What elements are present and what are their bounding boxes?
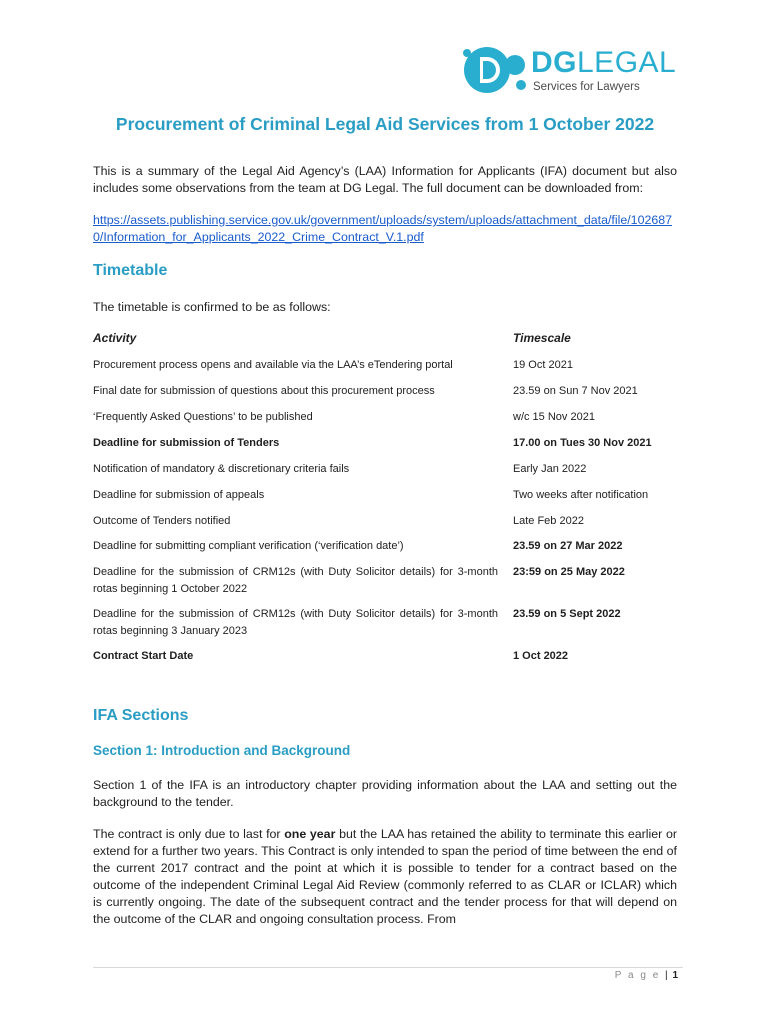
- ifa-sections-heading: IFA Sections: [93, 707, 189, 724]
- activity-cell: Deadline for submission of Tenders: [93, 437, 280, 449]
- timescale-cell: 19 Oct 2021: [513, 359, 573, 371]
- timescale-cell: 1 Oct 2022: [513, 650, 569, 662]
- timescale-cell: 23.59 on 5 Sept 2022: [513, 608, 621, 620]
- activity-cell: Deadline for submission of appeals: [93, 489, 265, 501]
- timescale-cell: 23.59 on 27 Mar 2022: [513, 540, 623, 552]
- timescale-cell: 17.00 on Tues 30 Nov 2021: [513, 437, 652, 449]
- timescale-cell: 23:59 on 25 May 2022: [513, 566, 625, 578]
- activity-cell: Outcome of Tenders notified: [93, 515, 231, 527]
- activity-cell: Deadline for the submission of CRM12s (with Duty Solicitor details) for 3-month rotas beginning 3 January 2023: [93, 608, 498, 637]
- dg-logo-mark-icon: [463, 43, 527, 98]
- column-header-activity: Activity: [93, 331, 137, 345]
- page-separator: |: [665, 970, 668, 981]
- ifa-download-link[interactable]: https://assets.publishing.service.gov.uk/government/uploads/system/uploads/attachment_data/file/1026870/Information_for_Applicants_2022_Crime_Contract_V.1.pdf: [93, 213, 673, 244]
- intro-paragraph: This is a summary of the Legal Aid Agency’s (LAA) Information for Applicants (IFA) document but also includes some observations from the team at DG Legal. The full document can be downloaded from:: [93, 164, 677, 195]
- timetable-intro: The timetable is confirmed to be as follows:: [93, 300, 331, 314]
- activity-cell: ‘Frequently Asked Questions’ to be published: [93, 411, 313, 423]
- section1-paragraph: Section 1 of the IFA is an introductory chapter providing information about the LAA and setting out the background to the tender.: [93, 778, 677, 809]
- activity-cell: Final date for submission of questions about this procurement process: [93, 385, 435, 397]
- document-title: Procurement of Criminal Legal Aid Services from 1 October 2022: [115, 114, 655, 134]
- activity-cell: Notification of mandatory & discretionary criteria fails: [93, 463, 350, 475]
- timescale-cell: 23.59 on Sun 7 Nov 2021: [513, 385, 638, 397]
- timetable-heading: Timetable: [93, 262, 168, 279]
- column-header-timescale: Timescale: [513, 331, 571, 345]
- page-number: 1: [672, 970, 678, 981]
- activity-cell: Contract Start Date: [93, 650, 194, 662]
- timescale-cell: Late Feb 2022: [513, 515, 584, 527]
- page-label: P a g e: [614, 970, 661, 981]
- page-footer: [615, 970, 678, 981]
- activity-cell: Procurement process opens and available via the LAA’s eTendering portal: [93, 359, 453, 371]
- activity-cell: Deadline for the submission of CRM12s (with Duty Solicitor details) for 3-month rotas beginning 1 October 2022: [93, 566, 498, 595]
- timescale-cell: Early Jan 2022: [513, 463, 587, 475]
- timescale-cell: Two weeks after notification: [513, 489, 649, 501]
- logo-tagline: Services for Lawyers: [533, 81, 640, 93]
- footer-divider: [93, 967, 683, 968]
- dg-legal-logo: [463, 43, 678, 98]
- timescale-cell: w/c 15 Nov 2021: [513, 411, 595, 423]
- section1-heading: Section 1: Introduction and Background: [93, 743, 351, 758]
- contract-paragraph: The contract is only due to last for one year but the LAA has retained the ability to terminate this earlier or extend for a further two years. This Contract is only intended to span the period of time between the end of the current 2017 contract and the point at which it is possible to tender for a contract based on the outcome of the independent Criminal Legal Aid Review (commonly referred to as CLAR or ICLAR) which is currently ongoing. The date of the subsequent contract and the tender process for that will depend on the outcome of the CLAR and ongoing consultation process. From: [93, 827, 677, 926]
- one-year-emphasis: one year: [284, 827, 336, 841]
- logo-wordmark: DGLEGAL: [531, 46, 677, 79]
- activity-cell: Deadline for submitting compliant verification (‘verification date’): [93, 540, 404, 552]
